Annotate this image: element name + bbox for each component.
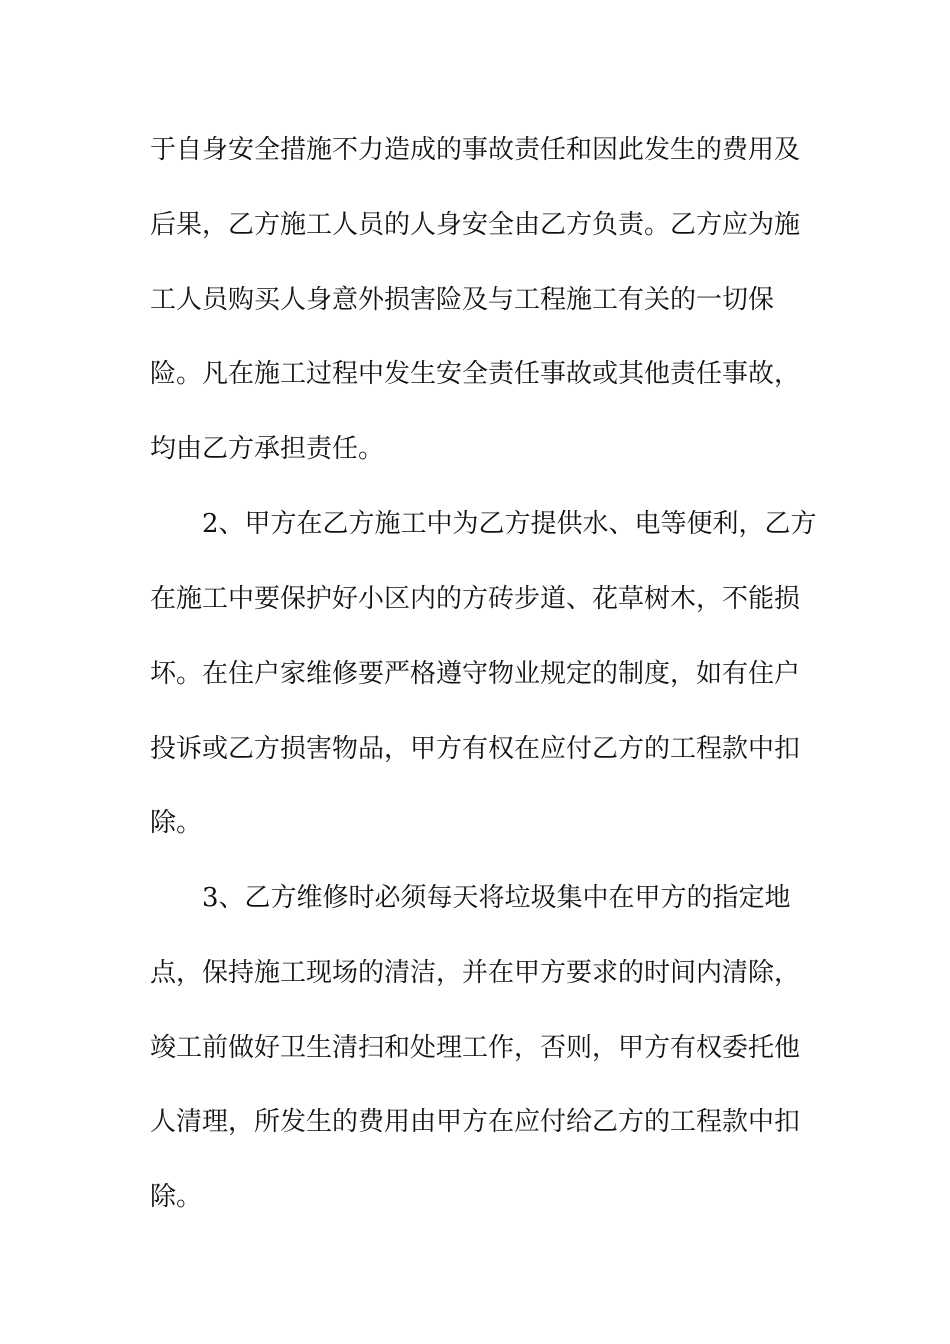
paragraph-2-line-5: 除。 [150, 808, 203, 838]
paragraph-2-line-3: 坏。在住户家维修要严格遵守物业规定的制度，如有住户 [150, 659, 801, 689]
paragraph-2-line-4: 投诉或乙方损害物品，甲方有权在应付乙方的工程款中扣 [150, 734, 801, 764]
paragraph-1-line-3: 工人员购买人身意外损害险及与工程施工有关的一切保 [150, 285, 775, 315]
paragraph-1-line-1: 于自身安全措施不力造成的事故责任和因此发生的费用及 [150, 135, 801, 165]
paragraph-2-line-2: 在施工中要保护好小区内的方砖步道、花草树木，不能损 [150, 584, 801, 614]
paragraph-1-line-5: 均由乙方承担责任。 [150, 434, 385, 464]
paragraph-2-line-1: 2、甲方在乙方施工中为乙方提供水、电等便利，乙方 [202, 509, 817, 539]
paragraph-3-line-4: 人清理，所发生的费用由甲方在应付给乙方的工程款中扣 [150, 1107, 801, 1137]
paragraph-3-line-5: 除。 [150, 1182, 203, 1212]
paragraph-1-line-4: 险。凡在施工过程中发生安全责任事故或其他责任事故， [150, 359, 801, 389]
paragraph-3-line-2: 点，保持施工现场的清洁，并在甲方要求的时间内清除， [150, 958, 801, 988]
paragraph-3-line-1: 3、乙方维修时必须每天将垃圾集中在甲方的指定地 [202, 883, 791, 913]
paragraph-1-line-2: 后果，乙方施工人员的人身安全由乙方负责。乙方应为施 [150, 210, 801, 240]
paragraph-3-line-3: 竣工前做好卫生清扫和处理工作，否则，甲方有权委托他 [150, 1033, 801, 1063]
